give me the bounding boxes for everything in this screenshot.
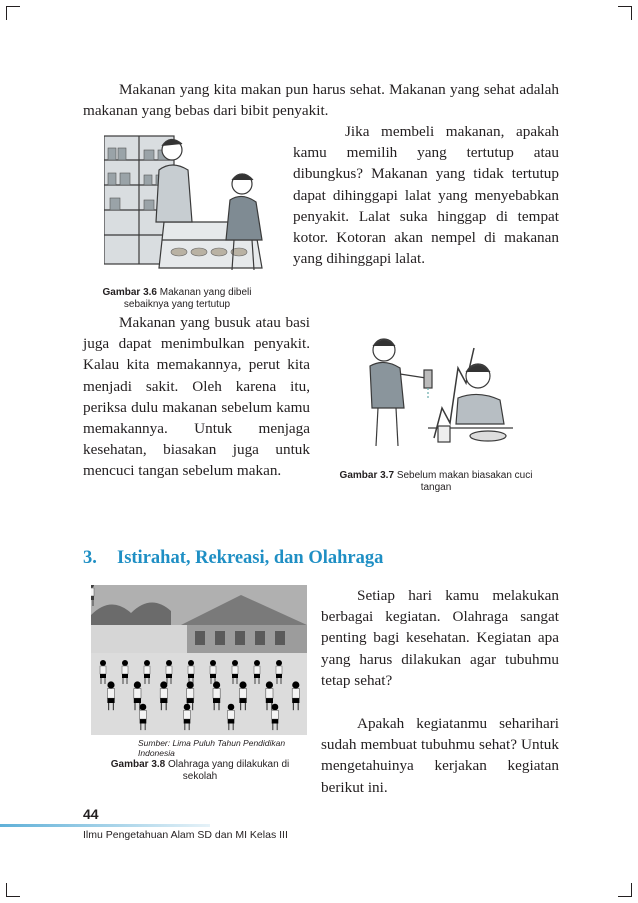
paragraph-intro: Makanan yang kita makan pun harus sehat. Makanan yang sehat adalah makanan yang bebas dari bibit penyakit. (83, 81, 559, 120)
section-number: 3. (83, 548, 97, 568)
figure-3-8-caption (100, 759, 300, 783)
crop-mark (631, 883, 632, 897)
figure-3-7-caption (336, 470, 536, 494)
figure-3-6-illustration (104, 130, 274, 278)
crop-mark (6, 6, 20, 7)
crop-mark (6, 6, 7, 20)
figure-3-8-source: Sumber: Lima Puluh Tahun Pendidikan Indonesia (138, 738, 286, 758)
crop-mark (6, 883, 7, 897)
figure-3-7-illustration (338, 328, 513, 454)
section-title: Istirahat, Rekreasi, dan Olahraga (117, 548, 384, 568)
figure-3-6-text: Makanan yang dibeli sebaiknya yang tertutup (123, 287, 252, 310)
footer-rule (0, 824, 210, 827)
figure-3-6-caption (88, 287, 266, 311)
crop-mark (618, 6, 632, 7)
figure-3-7-text: Sebelum makan biasakan cuci tangan (396, 470, 533, 493)
page-number: 44 (83, 806, 99, 822)
crop-mark (6, 896, 20, 897)
footer-text: Ilmu Pengetahuan Alam SD dan MI Kelas III (83, 829, 288, 841)
figure-3-6-label: Gambar 3.6 (102, 287, 157, 298)
figure-3-7-label: Gambar 3.7 (339, 470, 395, 481)
figure-3-8-text: Olahraga yang dilakukan di sekolah (168, 759, 290, 782)
figure-3-8-photo (91, 585, 307, 735)
paragraph-spoiled-food: Makanan yang busuk atau basi juga dapat menimbulkan penyakit. Kalau kita memakannya, perut kita menjadi sakit. Oleh karena itu, periksa dulu makanan sebelum kamu memakannya. Untuk menjaga kesehatan, biasakan juga untuk mencuci tangan sebelum makan. (83, 314, 310, 480)
paragraph-activities: Setiap hari kamu melakukan berbagai kegiatan. Olahraga sangat penting bagi kesehatan. Kegiatan apa yang harus dilakukan agar tubuhmu tetap sehat? (321, 587, 559, 689)
crop-mark (618, 896, 632, 897)
figure-3-8-label: Gambar 3.8 (110, 759, 166, 770)
crop-mark (631, 6, 632, 20)
paragraph-daily-activity: Apakah kegiatanmu seharihari sudah membuat tubuhmu sehat? Untuk mengetahuinya kerjakan kegiatan berikut ini. (321, 715, 559, 796)
paragraph-covered-food: Jika membeli makanan, apakah kamu memilih yang tertutup atau dibungkus? Makanan yang tidak tertutup dapat dihinggapi lalat yang menyebabkan penyakit. Lalat suka hinggap di tempat kotor. Kotoran akan nempel di makanan yang dihinggapi lalat. (293, 123, 559, 268)
